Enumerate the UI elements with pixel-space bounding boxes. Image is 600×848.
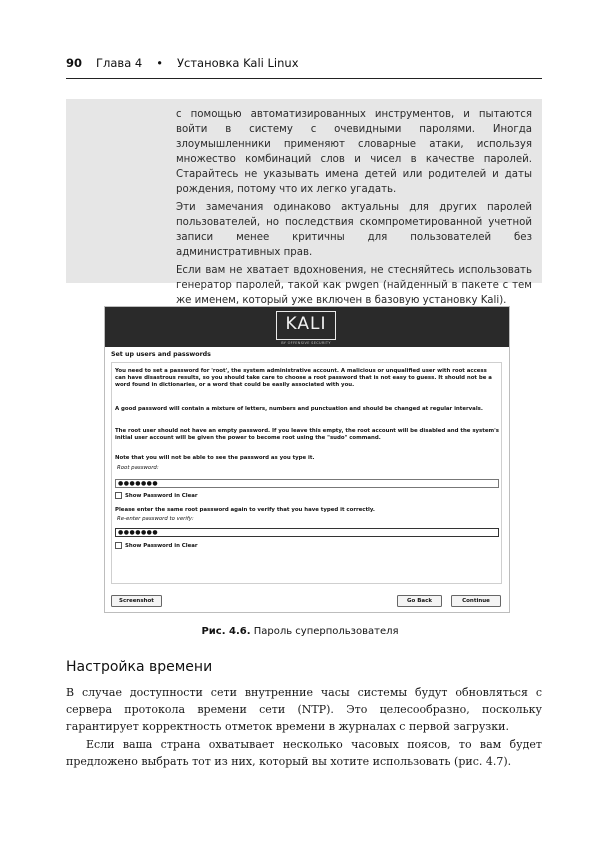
section-heading: Настройка времени <box>66 659 213 675</box>
screenshot-button[interactable]: Screenshot <box>111 595 162 607</box>
chapter-title: Установка Kali Linux <box>177 56 299 70</box>
body-paragraph: В случае доступности сети внутренние часы системы будут обновляться с сервера протокола времени сети (NTP). Это целесообразно, поскольку гарантирует корректность отметок времени в журналах с первой загрузки. <box>66 686 542 733</box>
info-paragraph: The root user should not have an empty password. If you leave this empty, the root account will be disabled and the system's initial user account will be given the power to become root using the "sudo" command. <box>115 428 499 441</box>
body-paragraph: Если ваша страна охватывает несколько часовых поясов, то вам будет предложено выбрать тот из них, который вы хотите использовать (рис. 4.7). <box>66 738 542 768</box>
kali-logo: KALI <box>276 311 336 340</box>
page-number: 90 <box>66 56 83 70</box>
reenter-password-input[interactable]: ●●●●●●● <box>115 528 499 537</box>
note-box <box>66 99 542 306</box>
reenter-password-label: Re-enter password to verify: <box>117 516 194 522</box>
figure-label: Рис. 4.6. <box>201 626 251 637</box>
show-password-label: Show Password in Clear <box>125 542 198 549</box>
note-paragraph: с помощью автоматизированных инструментов, и пытаются войти в систему с очевидными паролями. Иногда злоумышленники применяют словарные атаки, используя множество комбинаций слов и чисел в качестве паролей. Старайтесь не указывать имена детей или родителей и даты рождения, потому что их легко угадать. <box>176 109 532 195</box>
header-rule <box>66 78 542 79</box>
show-password-label: Show Password in Clear <box>125 492 198 499</box>
root-password-input[interactable]: ●●●●●●● <box>115 479 499 488</box>
kali-logo-subtitle: BY OFFENSIVE SECURITY <box>281 341 331 345</box>
header-bullet: • <box>156 56 164 70</box>
step-title: Set up users and passwords <box>111 351 211 358</box>
figure-caption-text: Пароль суперпользователя <box>253 626 399 637</box>
note-paragraph: Эти замечания одинаково актуальны для других паролей пользователей, но последствия скомпрометированной учетной записи менее критичны для пользователей без административных прав. <box>176 202 532 258</box>
info-paragraph: You need to set a password for 'root', the system administrative account. A malicious or unqualified user with root access can have disastrous results, so you should take care to choose a root password that is not easy to guess. It should not be a word found in dictionaries, or a word that could be easily associated with you. <box>115 368 492 388</box>
content-panel <box>111 362 502 584</box>
info-paragraph: Note that you will not be able to see the password as you type it. <box>115 455 315 461</box>
figure-caption <box>0 626 600 637</box>
note-text <box>176 107 532 311</box>
kali-banner <box>105 307 509 347</box>
note-paragraph: Если вам не хватает вдохновения, не стесняйтесь использовать генератор паролей, такой как pwgen (найденный в пакете с тем же именем, который уже включен в базовую установку Kali). <box>176 265 532 306</box>
go-back-button[interactable]: Go Back <box>397 595 442 607</box>
info-paragraph: A good password will contain a mixture of letters, numbers and punctuation and should be changed at regular intervals. <box>115 406 483 412</box>
checkbox-icon[interactable] <box>115 492 122 499</box>
installer-screenshot <box>104 306 510 613</box>
reenter-prompt: Please enter the same root password again to verify that you have typed it correctly. <box>115 507 375 513</box>
show-password-toggle-1[interactable] <box>115 492 198 499</box>
continue-button[interactable]: Continue <box>451 595 501 607</box>
checkbox-icon[interactable] <box>115 542 122 549</box>
running-header <box>66 56 542 70</box>
root-password-label: Root password: <box>117 465 159 471</box>
chapter-label: Глава 4 <box>96 56 143 70</box>
show-password-toggle-2[interactable] <box>115 542 198 549</box>
